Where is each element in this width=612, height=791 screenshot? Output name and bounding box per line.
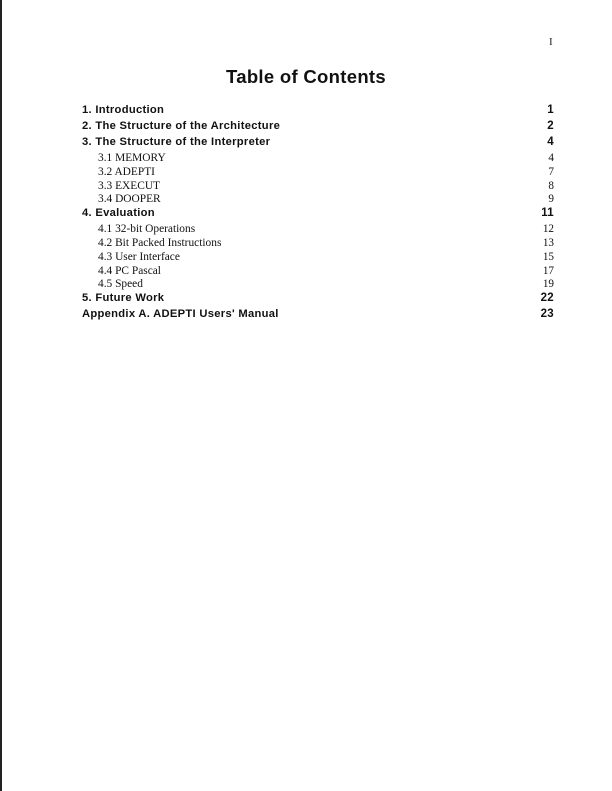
toc-entry-page: 4 [548,152,554,164]
toc-entry-page: 4 [547,136,554,148]
toc-entry-speed [82,278,554,292]
toc-entry-label: 4.2 Bit Packed Instructions [98,236,222,249]
toc-entry-page: 2 [547,120,554,132]
page-edge-line [0,0,2,791]
toc-entry-label: 4.1 32-bit Operations [98,223,196,236]
toc-entry-label: Appendix A. ADEPTI Users' Manual [82,308,279,321]
toc-entry-structure-architecture [82,120,554,136]
toc-entry-label: 4. Evaluation [82,207,155,220]
toc-entry-page: 17 [542,264,554,277]
toc-entry-page: 1 [547,104,554,116]
toc-entry-execut [82,180,554,194]
toc-entry-label: 3.2 ADEPTI [98,165,155,178]
page-number: I [549,36,553,48]
toc-entry-label: 5. Future Work [82,292,165,305]
toc-entry-dooper [82,193,554,207]
toc-entry-introduction [82,104,554,120]
toc-entry-page: 19 [542,278,554,291]
toc-entry-page: 12 [542,223,554,236]
toc-entry-adepti [82,166,554,180]
toc-entry-user-interface [82,251,554,265]
toc-entry-page: 9 [548,193,554,206]
toc-entry-page: 13 [542,236,554,249]
toc-entry-pc-pascal [82,265,554,279]
toc-entry-label: 4.4 PC Pascal [98,264,161,277]
toc-entry-evaluation [82,207,554,223]
toc-entry-page: 11 [541,207,554,220]
table-of-contents [82,104,554,324]
toc-entry-label: 3.4 DOOPER [98,193,161,206]
toc-entry-label: 4.5 Speed [98,278,143,291]
toc-entry-page: 23 [540,308,554,321]
toc-entry-label: 3. The Structure of the Interpreter [82,136,271,148]
toc-entry-structure-interpreter [82,136,554,152]
toc-entry-future-work [82,292,554,308]
page-title: Table of Contents [226,66,386,87]
toc-entry-label: 1. Introduction [82,104,165,116]
toc-entry-page: 22 [540,292,554,305]
toc-entry-label: 3.1 MEMORY [98,152,166,164]
toc-entry-appendix-a [82,308,554,324]
toc-entry-page: 15 [542,250,554,263]
toc-entry-memory [82,152,554,166]
toc-entry-label: 4.3 User Interface [98,250,180,263]
toc-entry-page: 8 [548,179,554,192]
toc-entry-bit-packed-instructions [82,237,554,251]
toc-entry-page: 7 [548,165,554,178]
toc-entry-label: 2. The Structure of the Architecture [82,120,281,132]
toc-entry-32-bit-operations [82,223,554,237]
toc-entry-label: 3.3 EXECUT [98,179,161,192]
